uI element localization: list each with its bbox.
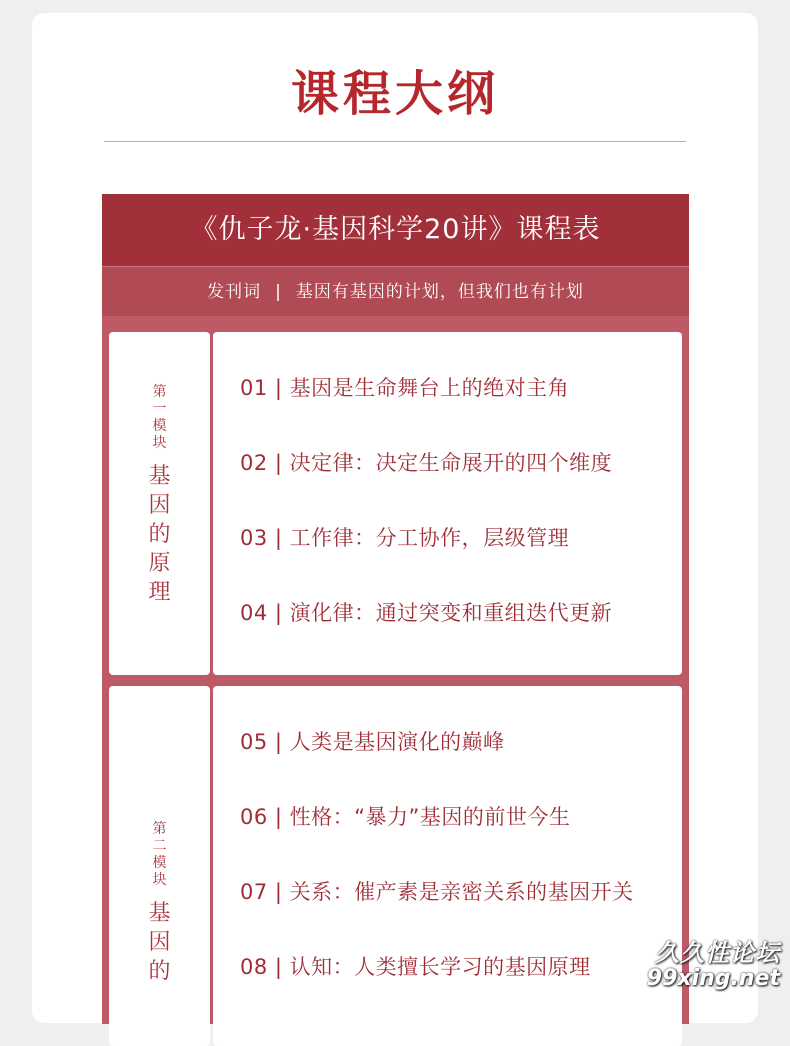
intro-label: 发刊词 <box>207 282 262 302</box>
module-lessons <box>213 332 682 675</box>
lesson-item[interactable]: 07 | 关系：催产素是亲密关系的基因开关 <box>240 880 634 904</box>
lesson-item[interactable]: 05 | 人类是基因演化的巅峰 <box>240 730 505 754</box>
module-1 <box>109 332 682 675</box>
module-2 <box>109 686 682 1046</box>
module-number: 第二模块 <box>152 821 167 888</box>
intro-separator: | <box>275 282 282 302</box>
module-name: 基因的原理 <box>148 464 171 605</box>
title-divider <box>104 141 686 142</box>
module-lessons <box>213 686 682 1046</box>
lesson-item[interactable]: 04 | 演化律：通过突变和重组迭代更新 <box>240 601 613 625</box>
lesson-item[interactable]: 02 | 决定律：决定生命展开的四个维度 <box>240 451 613 475</box>
lesson-item[interactable]: 03 | 工作律：分工协作，层级管理 <box>240 526 570 550</box>
table-title: 《仇子龙·基因科学20讲》课程表 <box>102 194 689 266</box>
watermark-line-2: 99xing.net <box>646 966 780 991</box>
lesson-item[interactable]: 06 | 性格：“暴力”基因的前世今生 <box>240 805 571 829</box>
page-title: 课程大纲 <box>290 66 499 122</box>
lesson-item[interactable]: 01 | 基因是生命舞台上的绝对主角 <box>240 376 570 400</box>
module-label-cell <box>109 332 210 675</box>
intro-text: 基因有基因的计划，但我们也有计划 <box>295 282 584 302</box>
site-watermark <box>647 940 780 992</box>
watermark-line-1: 久久性论坛 <box>655 939 780 967</box>
module-name: 基因的 <box>148 901 171 984</box>
intro-row[interactable] <box>102 266 689 316</box>
course-schedule-table <box>102 194 689 1024</box>
lesson-item[interactable]: 08 | 认知：人类擅长学习的基因原理 <box>240 955 591 979</box>
module-number: 第一模块 <box>152 384 167 451</box>
module-label-cell <box>109 686 210 1046</box>
